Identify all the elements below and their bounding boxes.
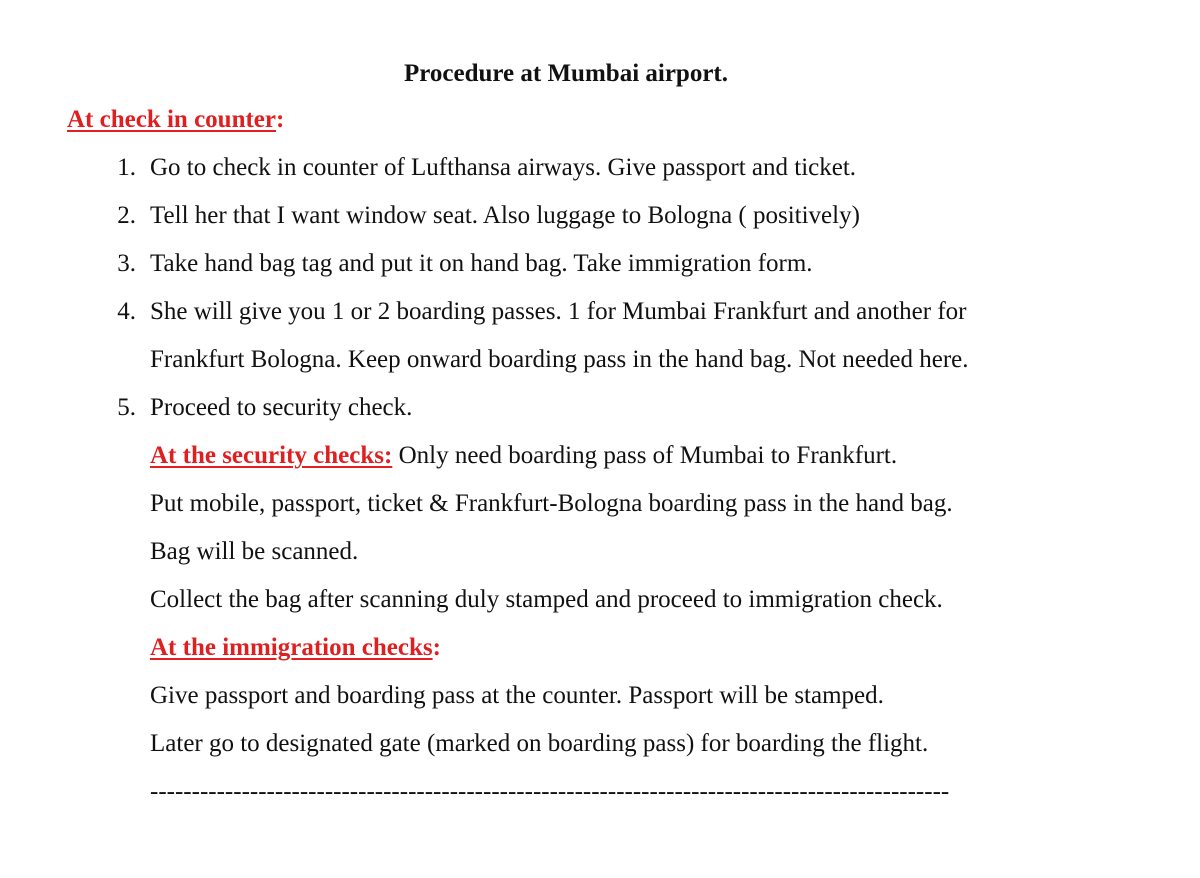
security-heading: At the security checks: bbox=[150, 442, 393, 469]
immigration-heading-colon: : bbox=[432, 634, 441, 661]
checkin-heading-colon: : bbox=[276, 106, 285, 133]
list-item-text: Proceed to security check. bbox=[150, 394, 413, 421]
list-item-number: 1. bbox=[117, 154, 136, 181]
list-item-text: Go to check in counter of Lufthansa airways. Give passport and ticket. bbox=[150, 154, 857, 181]
list-item-text: Frankfurt Bologna. Keep onward boarding pass in the hand bag. Not needed here. bbox=[150, 346, 969, 373]
separator: ------------------------------------------------------------------------------------------------ bbox=[150, 778, 950, 805]
document-title: Procedure at Mumbai airport. bbox=[403, 60, 729, 87]
paragraph-text: Collect the bag after scanning duly stamped and proceed to immigration check. bbox=[150, 586, 943, 613]
paragraph-text: Later go to designated gate (marked on boarding pass) for boarding the flight. bbox=[150, 730, 929, 757]
list-item-number: 3. bbox=[117, 250, 136, 277]
list-item-number: 4. bbox=[117, 298, 136, 325]
immigration-heading-text: At the immigration checks bbox=[150, 634, 433, 661]
paragraph-text: Give passport and boarding pass at the counter. Passport will be stamped. bbox=[150, 682, 884, 709]
list-item-number: 2. bbox=[117, 202, 136, 229]
security-line-text bbox=[150, 440, 897, 472]
immigration-heading bbox=[150, 632, 441, 664]
checkin-heading bbox=[67, 104, 284, 136]
paragraph-text: Bag will be scanned. bbox=[150, 538, 359, 565]
list-item-number: 5. bbox=[117, 394, 136, 421]
list-item-text: She will give you 1 or 2 boarding passes. 1 for Mumbai Frankfurt and another for bbox=[150, 298, 967, 325]
security-text: Only need boarding pass of Mumbai to Frankfurt. bbox=[392, 442, 898, 469]
checkin-heading-text: At check in counter bbox=[67, 106, 276, 133]
list-item-text: Take hand bag tag and put it on hand bag. Take immigration form. bbox=[150, 250, 813, 277]
list-item-text: Tell her that I want window seat. Also luggage to Bologna ( positively) bbox=[150, 202, 860, 229]
paragraph-text: Put mobile, passport, ticket & Frankfurt-Bologna boarding pass in the hand bag. bbox=[150, 490, 953, 517]
